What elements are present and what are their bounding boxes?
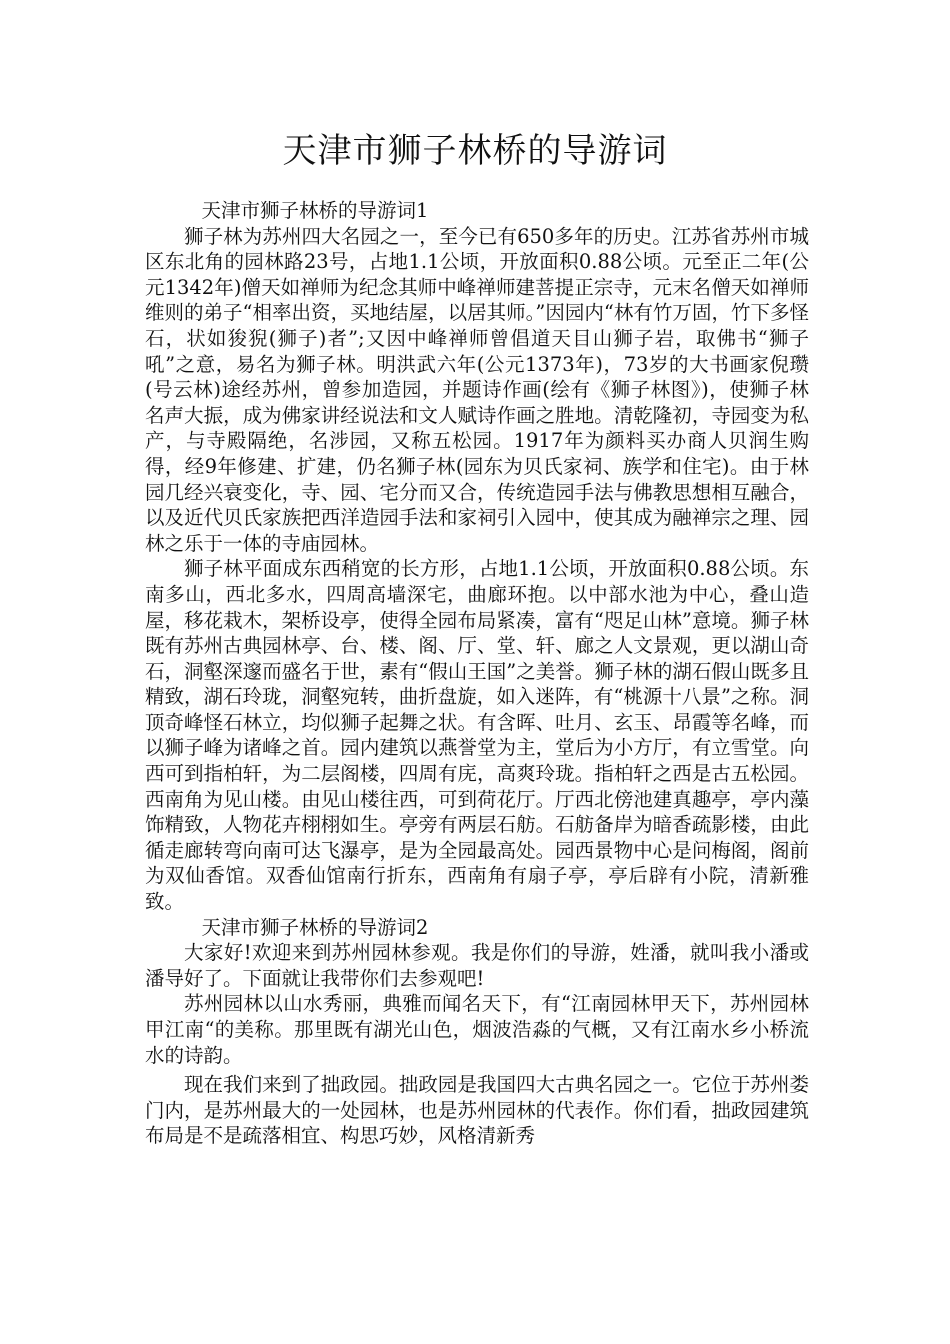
paragraph: 苏州园林以山水秀丽，典雅而闻名天下，有“江南园林甲天下，苏州园林甲江南“的美称。那里既有湖光山色，烟波浩淼的气概，又有江南水乡小桥流水的诗韵。 bbox=[145, 992, 809, 1067]
paragraph: 狮子林为苏州四大名园之一，至今已有650多年的历史。江苏省苏州市城区东北角的园林路23号，占地1.1公顷，开放面积0.88公顷。元至正二年(公元1342年)僧天如禅师为纪念其师中峰禅师建菩提正宗寺，元末名僧天如禅师维则的弟子“相率出资，买地结屋，以居其师。”因园内“林有竹万固，竹下多怪石，状如狻猊(狮子)者”;又因中峰禅师曾倡道天目山狮子岩，取佛书“狮子吼”之意，易名为狮子林。明洪武六年(公元1373年)，73岁的大书画家倪瓒(号云林)途经苏州，曾参加造园，并题诗作画(绘有《狮子林图》)，使狮子林名声大振，成为佛家讲经说法和文人赋诗作画之胜地。清乾隆初，寺园变为私产，与寺殿隔绝，名涉园，又称五松园。1917年为颜料买办商人贝润生购得，经9年修建、扩建，仍名狮子林(园东为贝氏家祠、族学和住宅)。由于林园几经兴衰变化，寺、园、宅分而又合，传统造园手法与佛教思想相互融合，以及近代贝氏家族把西洋造园手法和家祠引入园中，使其成为融禅宗之理、园林之乐于一体的寺庙园林。 bbox=[145, 224, 809, 555]
document-body bbox=[145, 198, 809, 1149]
paragraph: 现在我们来到了拙政园。拙政园是我国四大古典名园之一。它位于苏州娄门内，是苏州最大的一处园林，也是苏州园林的代表作。你们看，拙政园建筑布局是不是疏落相宜、构思巧妙，风格清新秀 bbox=[145, 1073, 809, 1148]
paragraph: 狮子林平面成东西稍宽的长方形，占地1.1公顷，开放面积0.88公顷。东南多山，西北多水，四周高墙深宅，曲廊环抱。以中部水池为中心，叠山造屋，移花栽木，架桥设亭，使得全园布局紧凑，富有“咫足山林”意境。狮子林既有苏州古典园林亭、台、楼、阁、厅、堂、轩、廊之人文景观，更以湖山奇石，洞壑深邃而盛名于世，素有“假山王国”之美誉。狮子林的湖石假山既多且精致，湖石玲珑，洞壑宛转，曲折盘旋，如入迷阵，有“桃源十八景”之称。洞顶奇峰怪石林立，均似狮子起舞之状。有含晖、吐月、玄玉、昂霞等名峰，而以狮子峰为诸峰之首。园内建筑以燕誉堂为主，堂后为小方厅，有立雪堂。向西可到指柏轩，为二层阁楼，四周有庑，高爽玲珑。指柏轩之西是古五松园。西南角为见山楼。由见山楼往西，可到荷花厅。厅西北傍池建真趣亭，亭内藻饰精致，人物花卉栩栩如生。亭旁有两层石舫。石舫备岸为暗香疏影楼，由此循走廊转弯向南可达飞瀑亭，是为全园最高处。园西景物中心是问梅阁，阁前为双仙香馆。双香仙馆南行折东，西南角有扇子亭，亭后辟有小院，清新雅致。 bbox=[145, 557, 809, 914]
paragraph: 大家好!欢迎来到苏州园林参观。我是你们的导游，姓潘，就叫我小潘或潘导好了。下面就让我带你们去参观吧! bbox=[145, 941, 809, 990]
section-heading-1: 天津市狮子林桥的导游词1 bbox=[201, 199, 429, 222]
section-heading-2: 天津市狮子林桥的导游词2 bbox=[201, 915, 429, 939]
document-title: 天津市狮子林桥的导游词 bbox=[282, 131, 668, 171]
